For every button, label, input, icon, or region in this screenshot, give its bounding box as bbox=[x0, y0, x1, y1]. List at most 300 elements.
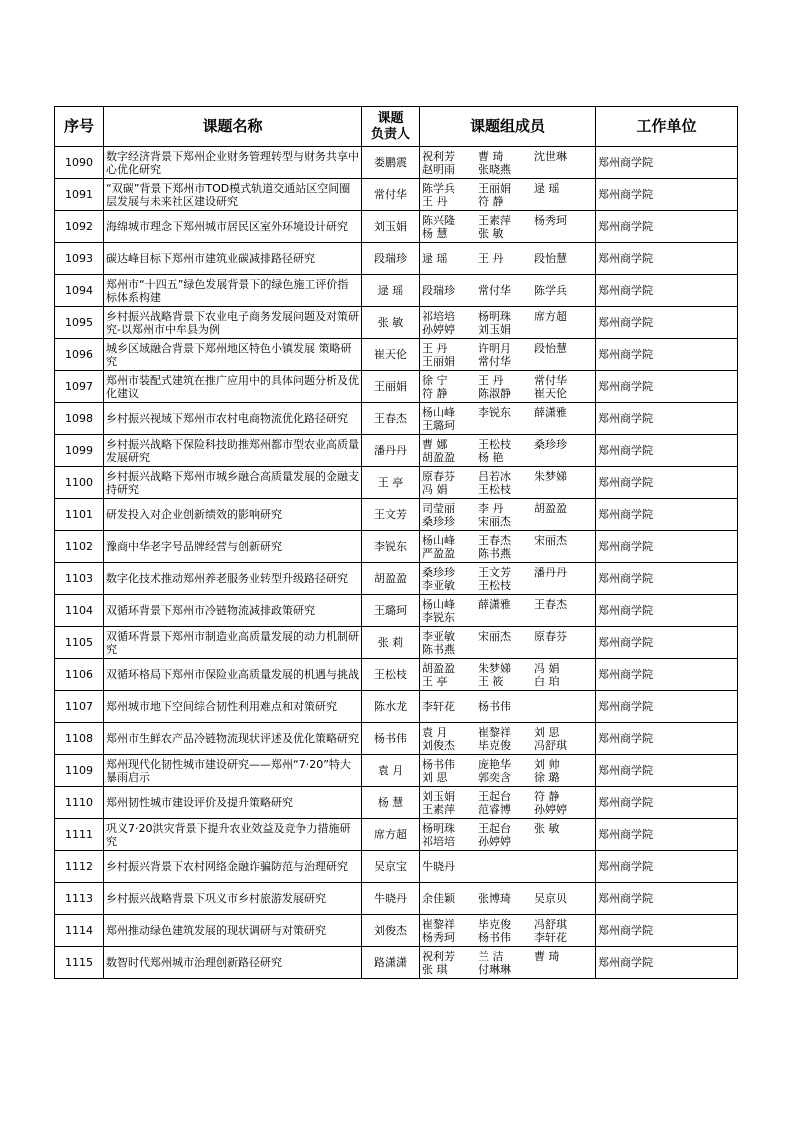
member-line bbox=[422, 675, 593, 688]
member-name: 王起台 bbox=[478, 789, 511, 803]
project-leader: 刘玉娟 bbox=[362, 211, 420, 243]
member-line bbox=[422, 355, 593, 368]
member-line bbox=[422, 438, 593, 451]
project-title: 乡村振兴战略下郑州市城乡融合高质量发展的金融支持研究 bbox=[104, 467, 362, 499]
member-line bbox=[422, 284, 593, 297]
member-name: 朱梦娣 bbox=[534, 469, 567, 483]
member-name: 胡盈盈 bbox=[422, 661, 455, 675]
table-row bbox=[55, 467, 738, 499]
table-row bbox=[55, 627, 738, 659]
member-line bbox=[422, 150, 593, 163]
table-row bbox=[55, 947, 738, 979]
project-leader: 席方超 bbox=[362, 819, 420, 851]
project-number: 1113 bbox=[55, 883, 104, 915]
member-line bbox=[422, 950, 593, 963]
member-name: 常付华 bbox=[478, 354, 511, 368]
member-name: 桑珍珍 bbox=[422, 565, 455, 579]
member-name: 毕克俊 bbox=[478, 917, 511, 931]
project-members bbox=[420, 467, 596, 499]
member-line bbox=[422, 643, 593, 656]
member-name: 席方超 bbox=[534, 309, 567, 323]
member-name: 杨山峰 bbox=[422, 597, 455, 611]
project-number: 1105 bbox=[55, 627, 104, 659]
project-members bbox=[420, 499, 596, 531]
member-name: 胡盈盈 bbox=[422, 450, 455, 464]
member-name: 刘 思 bbox=[534, 725, 560, 739]
header-leader: 课题 负责人 bbox=[362, 107, 420, 147]
member-line bbox=[422, 758, 593, 771]
member-name: 宋丽杰 bbox=[534, 533, 567, 547]
project-title: 郑州市生鲜农产品冷链物流现状评述及优化策略研究 bbox=[104, 723, 362, 755]
table-row bbox=[55, 371, 738, 403]
table-row bbox=[55, 243, 738, 275]
member-name: 刘玉娟 bbox=[478, 322, 511, 336]
member-line bbox=[422, 803, 593, 816]
table-row bbox=[55, 179, 738, 211]
project-leader: 段瑞珍 bbox=[362, 243, 420, 275]
project-title: 双循环背景下郑州市制造业高质量发展的动力机制研究 bbox=[104, 627, 362, 659]
member-name: 王 筱 bbox=[478, 674, 504, 688]
project-leader: 吴京宝 bbox=[362, 851, 420, 883]
member-name: 桑珍珍 bbox=[534, 437, 567, 451]
project-members bbox=[420, 563, 596, 595]
member-line bbox=[422, 534, 593, 547]
member-name: 白 珀 bbox=[534, 674, 560, 688]
project-leader: 袁 月 bbox=[362, 755, 420, 787]
project-title: 郑州推动绿色建筑发展的现状调研与对策研究 bbox=[104, 915, 362, 947]
member-line bbox=[422, 406, 593, 419]
project-number: 1090 bbox=[55, 147, 104, 179]
member-name: 曹 琦 bbox=[478, 149, 504, 163]
project-members bbox=[420, 307, 596, 339]
member-line bbox=[422, 451, 593, 464]
member-name: 符 静 bbox=[534, 789, 560, 803]
project-number: 1109 bbox=[55, 755, 104, 787]
project-members bbox=[420, 723, 596, 755]
member-line bbox=[422, 387, 593, 400]
project-title: 乡村振兴背景下农村网络金融诈骗防范与治理研究 bbox=[104, 851, 362, 883]
member-name: 徐 璐 bbox=[534, 770, 560, 784]
member-name: 薛潇雅 bbox=[478, 597, 511, 611]
project-leader: 刘俊杰 bbox=[362, 915, 420, 947]
project-leader: 李锐东 bbox=[362, 531, 420, 563]
project-leader: 胡盈盈 bbox=[362, 563, 420, 595]
project-number: 1107 bbox=[55, 691, 104, 723]
member-name: 崔黎祥 bbox=[478, 725, 511, 739]
header-number: 序号 bbox=[55, 107, 104, 147]
member-name: 朱梦娣 bbox=[478, 661, 511, 675]
work-unit: 郑州商学院 bbox=[596, 563, 738, 595]
member-name: 李 丹 bbox=[478, 501, 504, 515]
member-name: 原春芬 bbox=[422, 469, 455, 483]
project-members bbox=[420, 595, 596, 627]
member-name: 逯 瑶 bbox=[422, 252, 448, 265]
member-name: 常付华 bbox=[534, 373, 567, 387]
project-members bbox=[420, 915, 596, 947]
member-line bbox=[422, 163, 593, 176]
member-line bbox=[422, 835, 593, 848]
member-name: 原春芬 bbox=[534, 629, 567, 643]
work-unit: 郑州商学院 bbox=[596, 403, 738, 435]
member-name: 杨 艳 bbox=[478, 450, 504, 464]
project-title: 双循环格局下郑州市保险业高质量发展的机遇与挑战 bbox=[104, 659, 362, 691]
project-leader: 潘丹丹 bbox=[362, 435, 420, 467]
member-line bbox=[422, 662, 593, 675]
project-leader: 常付华 bbox=[362, 179, 420, 211]
header-members: 课题组成员 bbox=[420, 107, 596, 147]
project-members bbox=[420, 179, 596, 211]
work-unit: 郑州商学院 bbox=[596, 147, 738, 179]
project-title: 海绵城市理念下郑州城市居民区室外环境设计研究 bbox=[104, 211, 362, 243]
project-title: 城乡区域融合背景下郑州地区特色小镇发展 策略研究 bbox=[104, 339, 362, 371]
member-name: 郭奕含 bbox=[478, 770, 511, 784]
member-name: 王文芳 bbox=[478, 565, 511, 579]
member-line bbox=[422, 700, 593, 713]
member-line bbox=[422, 342, 593, 355]
member-name: 曹 琦 bbox=[534, 949, 560, 963]
member-name: 李轩花 bbox=[422, 700, 455, 713]
project-members bbox=[420, 403, 596, 435]
project-leader: 杨书伟 bbox=[362, 723, 420, 755]
project-number: 1097 bbox=[55, 371, 104, 403]
member-name: 祁培培 bbox=[422, 309, 455, 323]
work-unit: 郑州商学院 bbox=[596, 435, 738, 467]
member-name: 逯 瑶 bbox=[534, 181, 560, 195]
member-name: 段怡慧 bbox=[534, 341, 567, 355]
table-row bbox=[55, 499, 738, 531]
table-row bbox=[55, 595, 738, 627]
member-name: 王素萍 bbox=[478, 213, 511, 227]
member-name: 王松枝 bbox=[478, 482, 511, 496]
table-row bbox=[55, 307, 738, 339]
member-name: 冯 娟 bbox=[534, 661, 560, 675]
project-leader: 张 莉 bbox=[362, 627, 420, 659]
member-line bbox=[422, 611, 593, 624]
table-row bbox=[55, 147, 738, 179]
project-leader: 逯 瑶 bbox=[362, 275, 420, 307]
member-name: 庞艳华 bbox=[478, 757, 511, 771]
work-unit: 郑州商学院 bbox=[596, 307, 738, 339]
table-header-row bbox=[55, 107, 738, 147]
project-members bbox=[420, 531, 596, 563]
work-unit: 郑州商学院 bbox=[596, 499, 738, 531]
member-name: 桑珍珍 bbox=[422, 514, 455, 528]
member-line bbox=[422, 502, 593, 515]
member-name: 刘俊杰 bbox=[422, 738, 455, 752]
project-members bbox=[420, 659, 596, 691]
project-leader: 王 亭 bbox=[362, 467, 420, 499]
project-title: 巩义7·20洪灾背景下提升农业效益及竞争力措施研究 bbox=[104, 819, 362, 851]
member-name: 毕克俊 bbox=[478, 738, 511, 752]
member-name: 赵明雨 bbox=[422, 162, 455, 176]
member-name: 李亚敏 bbox=[422, 629, 455, 643]
project-number: 1111 bbox=[55, 819, 104, 851]
member-line bbox=[422, 630, 593, 643]
member-name: 王丽娟 bbox=[478, 181, 511, 195]
member-name: 杨明珠 bbox=[422, 821, 455, 835]
member-name: 祝利芳 bbox=[422, 149, 455, 163]
member-name: 陈兴隆 bbox=[422, 213, 455, 227]
project-number: 1110 bbox=[55, 787, 104, 819]
project-number: 1098 bbox=[55, 403, 104, 435]
project-leader: 牛晓丹 bbox=[362, 883, 420, 915]
project-number: 1103 bbox=[55, 563, 104, 595]
member-line bbox=[422, 323, 593, 336]
member-name: 薛潇雅 bbox=[534, 405, 567, 419]
member-name: 张晓燕 bbox=[478, 162, 511, 176]
member-name: 刘 帅 bbox=[534, 757, 560, 771]
member-name: 胡盈盈 bbox=[534, 501, 567, 515]
project-members bbox=[420, 211, 596, 243]
work-unit: 郑州商学院 bbox=[596, 723, 738, 755]
project-number: 1091 bbox=[55, 179, 104, 211]
member-name: 杨山峰 bbox=[422, 533, 455, 547]
member-line bbox=[422, 726, 593, 739]
project-members bbox=[420, 435, 596, 467]
project-title: “双碳”背景下郑州市TOD模式轨道交通站区空间圈层发展与未来社区建设研究 bbox=[104, 179, 362, 211]
member-name: 袁 月 bbox=[422, 725, 448, 739]
member-name: 孙婷婷 bbox=[422, 322, 455, 336]
project-number: 1092 bbox=[55, 211, 104, 243]
project-number: 1104 bbox=[55, 595, 104, 627]
project-leader: 娄鹏震 bbox=[362, 147, 420, 179]
member-name: 符 静 bbox=[422, 386, 448, 400]
member-name: 宋丽杰 bbox=[478, 629, 511, 643]
member-name: 王春杰 bbox=[478, 533, 511, 547]
member-name: 许明月 bbox=[478, 341, 511, 355]
header-title: 课题名称 bbox=[104, 107, 362, 147]
member-name: 王起台 bbox=[478, 821, 511, 835]
member-name: 陈书燕 bbox=[422, 642, 455, 656]
member-name: 祝利芳 bbox=[422, 949, 455, 963]
member-name: 严盈盈 bbox=[422, 546, 455, 560]
member-line bbox=[422, 771, 593, 784]
member-name: 杨秀珂 bbox=[422, 930, 455, 944]
member-name: 孙婷婷 bbox=[478, 834, 511, 848]
table-row bbox=[55, 819, 738, 851]
project-members bbox=[420, 147, 596, 179]
project-title: 郑州市装配式建筑在推广应用中的具体问题分析及优化建议 bbox=[104, 371, 362, 403]
project-title: 郑州城市地下空间综合韧性利用难点和对策研究 bbox=[104, 691, 362, 723]
project-members bbox=[420, 787, 596, 819]
member-name: 沈世琳 bbox=[534, 149, 567, 163]
member-name: 王 丹 bbox=[422, 194, 448, 208]
table-row bbox=[55, 915, 738, 947]
member-name: 段瑞珍 bbox=[422, 284, 455, 297]
project-title: 乡村振兴战略背景下巩义市乡村旅游发展研究 bbox=[104, 883, 362, 915]
project-members bbox=[420, 819, 596, 851]
work-unit: 郑州商学院 bbox=[596, 947, 738, 979]
work-unit: 郑州商学院 bbox=[596, 339, 738, 371]
member-line bbox=[422, 739, 593, 752]
project-title: 数字化技术推动郑州养老服务业转型升级路径研究 bbox=[104, 563, 362, 595]
project-leader: 崔天伦 bbox=[362, 339, 420, 371]
member-line bbox=[422, 195, 593, 208]
member-line bbox=[422, 214, 593, 227]
member-line bbox=[422, 470, 593, 483]
project-leader: 杨 慧 bbox=[362, 787, 420, 819]
member-name: 李轩花 bbox=[534, 930, 567, 944]
member-line bbox=[422, 310, 593, 323]
member-name: 王丽娟 bbox=[422, 354, 455, 368]
member-name: 宋丽杰 bbox=[478, 514, 511, 528]
work-unit: 郑州商学院 bbox=[596, 595, 738, 627]
member-name: 李亚敏 bbox=[422, 578, 455, 592]
member-line bbox=[422, 931, 593, 944]
work-unit: 郑州商学院 bbox=[596, 531, 738, 563]
project-number: 1114 bbox=[55, 915, 104, 947]
member-name: 杨书伟 bbox=[478, 930, 511, 944]
member-name: 张 敏 bbox=[534, 821, 560, 835]
member-name: 冯舒琪 bbox=[534, 917, 567, 931]
member-line bbox=[422, 822, 593, 835]
member-name: 曹 娜 bbox=[422, 437, 448, 451]
work-unit: 郑州商学院 bbox=[596, 275, 738, 307]
member-name: 兰 洁 bbox=[478, 949, 504, 963]
work-unit: 郑州商学院 bbox=[596, 467, 738, 499]
member-name: 徐 宁 bbox=[422, 373, 448, 387]
member-name: 王松枝 bbox=[478, 437, 511, 451]
member-name: 王 丹 bbox=[422, 341, 448, 355]
project-members bbox=[420, 243, 596, 275]
member-name: 司莹丽 bbox=[422, 501, 455, 515]
table-row bbox=[55, 275, 738, 307]
project-members bbox=[420, 947, 596, 979]
member-name: 王璐珂 bbox=[422, 418, 455, 432]
member-name: 王 丹 bbox=[478, 252, 504, 265]
table-body bbox=[55, 147, 738, 979]
member-name: 崔天伦 bbox=[534, 386, 567, 400]
table-row bbox=[55, 787, 738, 819]
project-number: 1095 bbox=[55, 307, 104, 339]
project-members bbox=[420, 275, 596, 307]
member-name: 冯 娟 bbox=[422, 482, 448, 496]
member-name: 潘丹丹 bbox=[534, 565, 567, 579]
project-members bbox=[420, 883, 596, 915]
project-leader: 王璐珂 bbox=[362, 595, 420, 627]
table-row bbox=[55, 403, 738, 435]
project-leader: 王丽娟 bbox=[362, 371, 420, 403]
project-number: 1101 bbox=[55, 499, 104, 531]
member-name: 张博琦 bbox=[478, 892, 511, 905]
member-name: 刘玉娟 bbox=[422, 789, 455, 803]
member-name: 吴京贝 bbox=[534, 892, 567, 905]
work-unit: 郑州商学院 bbox=[596, 659, 738, 691]
member-name: 段怡慧 bbox=[534, 252, 567, 265]
project-number: 1096 bbox=[55, 339, 104, 371]
project-title: 数字经济背景下郑州企业财务管理转型与财务共享中心优化研究 bbox=[104, 147, 362, 179]
project-members bbox=[420, 691, 596, 723]
member-line bbox=[422, 918, 593, 931]
member-line bbox=[422, 252, 593, 265]
project-number: 1094 bbox=[55, 275, 104, 307]
project-title: 双循环背景下郑州市冷链物流减排政策研究 bbox=[104, 595, 362, 627]
project-title: 乡村振兴战略背景下农业电子商务发展问题及对策研究-以郑州市中牟县为例 bbox=[104, 307, 362, 339]
project-number: 1093 bbox=[55, 243, 104, 275]
project-leader: 路潇潇 bbox=[362, 947, 420, 979]
member-name: 祁培培 bbox=[422, 834, 455, 848]
project-members bbox=[420, 371, 596, 403]
work-unit: 郑州商学院 bbox=[596, 179, 738, 211]
member-name: 陈学兵 bbox=[422, 181, 455, 195]
project-number: 1106 bbox=[55, 659, 104, 691]
member-name: 冯舒琪 bbox=[534, 738, 567, 752]
table-row bbox=[55, 531, 738, 563]
member-name: 李锐东 bbox=[478, 405, 511, 419]
project-members bbox=[420, 339, 596, 371]
work-unit: 郑州商学院 bbox=[596, 851, 738, 883]
work-unit: 郑州商学院 bbox=[596, 211, 738, 243]
project-leader: 王文芳 bbox=[362, 499, 420, 531]
member-line bbox=[422, 860, 593, 873]
member-name: 王松枝 bbox=[478, 578, 511, 592]
project-leader: 陈水龙 bbox=[362, 691, 420, 723]
member-name: 陈学兵 bbox=[534, 284, 567, 297]
member-name: 符 静 bbox=[478, 194, 504, 208]
project-title: 乡村振兴视域下郑州市农村电商物流优化路径研究 bbox=[104, 403, 362, 435]
project-title: 郑州现代化韧性城市建设研究——郑州“7·20”特大暴雨启示 bbox=[104, 755, 362, 787]
member-name: 杨书伟 bbox=[422, 757, 455, 771]
project-title: 乡村振兴战略下保险科技助推郑州都市型农业高质量发展研究 bbox=[104, 435, 362, 467]
member-line bbox=[422, 227, 593, 240]
member-name: 余佳颖 bbox=[422, 892, 455, 905]
member-name: 王 丹 bbox=[478, 373, 504, 387]
member-name: 王春杰 bbox=[534, 597, 567, 611]
member-name: 杨秀珂 bbox=[534, 213, 567, 227]
member-name: 杨 慧 bbox=[422, 226, 448, 240]
work-unit: 郑州商学院 bbox=[596, 883, 738, 915]
member-line bbox=[422, 790, 593, 803]
member-line bbox=[422, 963, 593, 976]
member-name: 王素萍 bbox=[422, 802, 455, 816]
project-members bbox=[420, 627, 596, 659]
member-name: 牛晓丹 bbox=[422, 860, 455, 873]
member-name: 杨明珠 bbox=[478, 309, 511, 323]
work-unit: 郑州商学院 bbox=[596, 787, 738, 819]
member-name: 陈淑静 bbox=[478, 386, 511, 400]
member-name: 杨山峰 bbox=[422, 405, 455, 419]
project-leader: 王春杰 bbox=[362, 403, 420, 435]
table-row bbox=[55, 211, 738, 243]
member-name: 常付华 bbox=[478, 284, 511, 297]
project-title: 研发投入对企业创新绩效的影响研究 bbox=[104, 499, 362, 531]
member-name: 孙婷婷 bbox=[534, 802, 567, 816]
member-name: 李锐东 bbox=[422, 610, 455, 624]
project-number: 1102 bbox=[55, 531, 104, 563]
table-row bbox=[55, 563, 738, 595]
member-name: 陈书燕 bbox=[478, 546, 511, 560]
member-line bbox=[422, 182, 593, 195]
work-unit: 郑州商学院 bbox=[596, 819, 738, 851]
member-name: 吕若冰 bbox=[478, 469, 511, 483]
project-title: 郑州市“十四五”绿色发展背景下的绿色施工评价指标体系构建 bbox=[104, 275, 362, 307]
table-row bbox=[55, 851, 738, 883]
project-members bbox=[420, 851, 596, 883]
project-number: 1112 bbox=[55, 851, 104, 883]
member-name: 刘 思 bbox=[422, 770, 448, 784]
table-row bbox=[55, 659, 738, 691]
member-name: 王 亭 bbox=[422, 674, 448, 688]
project-leader: 张 敏 bbox=[362, 307, 420, 339]
table-row bbox=[55, 691, 738, 723]
table-row bbox=[55, 755, 738, 787]
member-name: 张 琪 bbox=[422, 962, 448, 976]
member-line bbox=[422, 547, 593, 560]
member-line bbox=[422, 374, 593, 387]
project-title: 数智时代郑州城市治理创新路径研究 bbox=[104, 947, 362, 979]
member-line bbox=[422, 566, 593, 579]
member-name: 杨书伟 bbox=[478, 700, 511, 713]
